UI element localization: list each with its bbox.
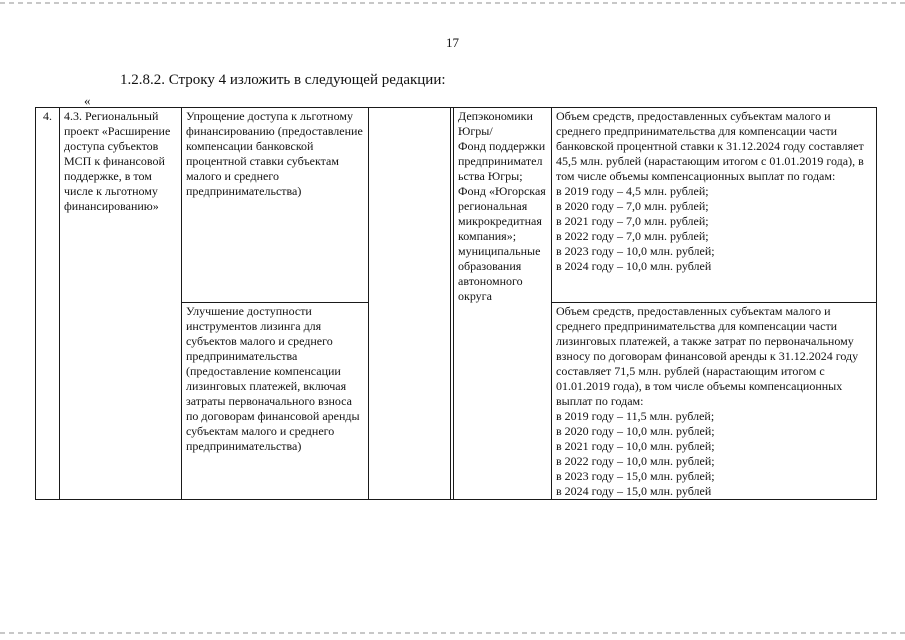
scan-edge-top	[0, 2, 905, 4]
opening-quote-mark: «	[84, 93, 91, 108]
executors-cell: Депэкономики Югры/ Фонд поддержки предпринимател ьства Югры; Фонд «Югорская региональная микрокредитная компания»; муниципальные образования автономного округа	[454, 108, 552, 500]
page-number: 17	[446, 35, 459, 50]
indicator-cell: Объем средств, предоставленных субъектам малого и среднего предпринимательства для компенсации части лизинговых платежей, а также затрат по первоначальному взносу по договорам финансовой аренды к 31.12.2024 году составляет 71,5 млн. рублей (нарастающим итогом с 01.01.2019 года), в том числе объемы компенсационных выплат по годам: в 2019 году – 11,5 млн. рублей; в 2020 году – 10,0 млн. рублей; в 2021 году – 10,0 млн. рублей; в 2022 году – 10,0 млн. рублей; в 2023 году – 15,0 млн. рублей; в 2024 году – 15,0 млн. рублей	[552, 303, 877, 500]
scan-edge-bottom	[0, 632, 905, 634]
row-number: 4.	[36, 108, 60, 500]
measure-cell: Упрощение доступа к льготному финансированию (предоставление компенсации банковской процентной ставки субъектам малого и среднего предпринимательства)	[182, 108, 369, 303]
table-row	[36, 108, 877, 303]
empty-cell	[369, 108, 451, 500]
program-table	[35, 107, 877, 500]
indicator-cell: Объем средств, предоставленных субъектам малого и среднего предпринимательства для компенсации части банковской процентной ставки к 31.12.2024 году составляет 45,5 млн. рублей (нарастающим итогом с 01.01.2019 года), в том числе объемы компенсационных выплат по годам: в 2019 году – 4,5 млн. рублей; в 2020 году – 7,0 млн. рублей; в 2021 году – 7,0 млн. рублей; в 2022 году – 7,0 млн. рублей; в 2023 году – 10,0 млн. рублей; в 2024 году – 10,0 млн. рублей	[552, 108, 877, 303]
project-name-cell: 4.3. Региональный проект «Расширение доступа субъектов МСП к финансовой поддержке, в том числе к льготному финансированию»	[60, 108, 182, 500]
measure-cell: Улучшение доступности инструментов лизинга для субъектов малого и среднего предпринимательства (предоставление компенсации лизинговых платежей, включая затраты первоначального взноса по договорам финансовой аренды субъектам малого и среднего предпринимательства)	[182, 303, 369, 500]
amendment-instruction: 1.2.8.2. Строку 4 изложить в следующей редакции:	[120, 72, 446, 88]
